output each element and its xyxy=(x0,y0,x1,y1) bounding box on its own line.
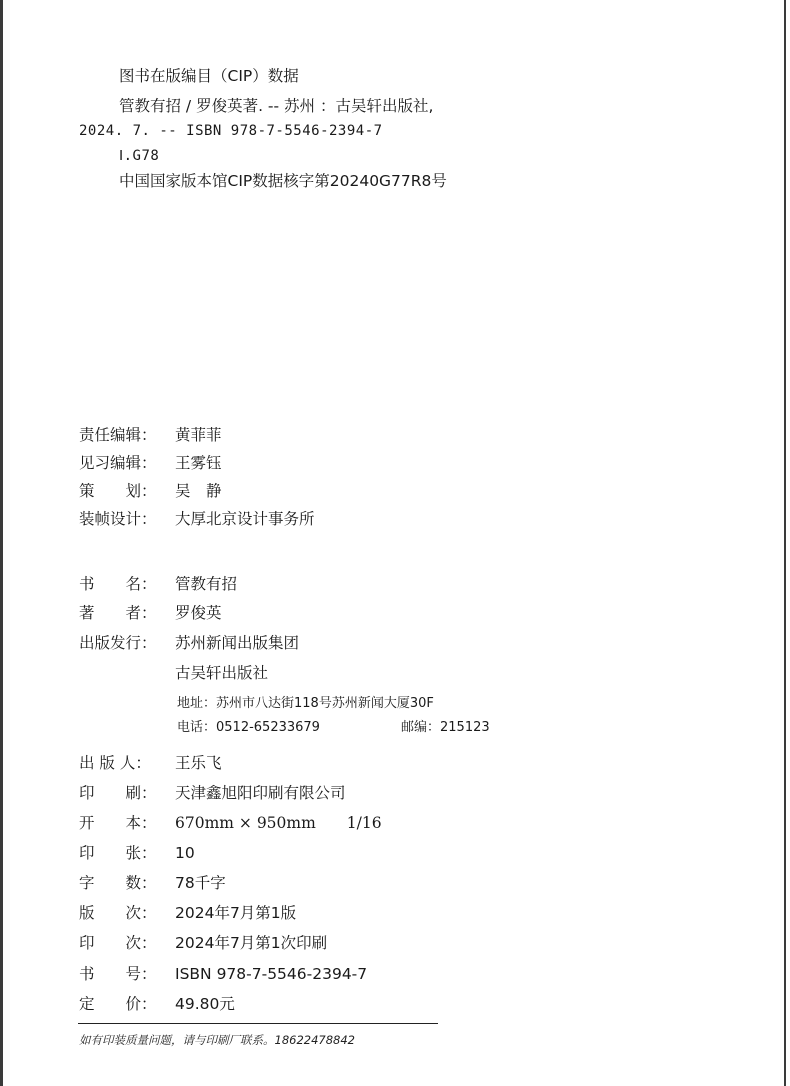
book-author-label: 著 者： xyxy=(79,604,157,622)
spec-label-printer: 印 刷： xyxy=(79,784,157,802)
spec-label-sheets: 印 张： xyxy=(79,844,157,862)
spec-value-format: 670mm × 950mm 1/16 xyxy=(175,814,382,832)
publisher-group: 苏州新闻出版集团 xyxy=(175,634,300,652)
book-title-value: 管教有招 xyxy=(175,575,238,593)
editor-value-trainee: 王雾钰 xyxy=(175,454,222,472)
spec-value-publisher-person: 王乐飞 xyxy=(175,754,222,772)
spec-label-edition: 版 次： xyxy=(79,904,157,922)
spec-value-printing: 2024年7月第1次印刷 xyxy=(175,934,328,952)
cip-line-2: 2024. 7. -- ISBN 978-7-5546-2394-7 xyxy=(79,123,383,139)
spec-label-format: 开 本： xyxy=(79,814,157,832)
editor-value-responsible: 黄菲菲 xyxy=(175,426,222,444)
spec-label-word-count: 字 数： xyxy=(79,874,157,892)
cip-line-4: 中国国家版本馆CIP数据核字第20240G77R8号 xyxy=(119,172,447,190)
publisher-phone: 电话：0512-65233679 xyxy=(177,720,320,735)
book-author-value: 罗俊英 xyxy=(175,604,222,622)
spec-label-publisher-person: 出 版 人： xyxy=(79,754,151,772)
editor-value-design: 大厚北京设计事务所 xyxy=(175,510,315,528)
spec-label-printing: 印 次： xyxy=(79,934,157,952)
cip-heading: 图书在版编目（CIP）数据 xyxy=(119,67,299,85)
book-title-label: 书 名： xyxy=(79,575,157,593)
cip-line-3: Ⅰ.G78 xyxy=(119,148,160,164)
spec-value-printer: 天津鑫旭阳印刷有限公司 xyxy=(175,784,346,802)
publisher-label: 出版发行： xyxy=(79,634,157,652)
spec-value-price: 49.80元 xyxy=(175,995,235,1013)
spec-value-sheets: 10 xyxy=(175,844,195,862)
publisher-postcode: 邮编：215123 xyxy=(401,720,490,735)
editor-label-design: 装帧设计： xyxy=(79,510,157,528)
spec-value-isbn: ISBN 978-7-5546-2394-7 xyxy=(175,965,368,983)
cip-line-1: 管教有招 / 罗俊英著. -- 苏州 ：古吴轩出版社, xyxy=(119,97,434,115)
footer-divider xyxy=(78,1023,438,1024)
spec-label-isbn: 书 号： xyxy=(79,965,157,983)
spec-value-edition: 2024年7月第1版 xyxy=(175,904,297,922)
editor-label-trainee: 见习编辑： xyxy=(79,454,157,472)
footer-note: 如有印装质量问题，请与印刷厂联系。18622478842 xyxy=(79,1033,355,1047)
editor-label-responsible: 责任编辑： xyxy=(79,426,157,444)
editor-label-planning: 策 划： xyxy=(79,482,157,500)
spec-value-word-count: 78千字 xyxy=(175,874,226,892)
publisher-name: 古吴轩出版社 xyxy=(175,664,269,682)
editor-value-planning: 吴 静 xyxy=(175,482,222,500)
spec-label-price: 定 价： xyxy=(79,995,157,1013)
publisher-address: 地址：苏州市八达街118号苏州新闻大厦30F xyxy=(177,696,434,711)
